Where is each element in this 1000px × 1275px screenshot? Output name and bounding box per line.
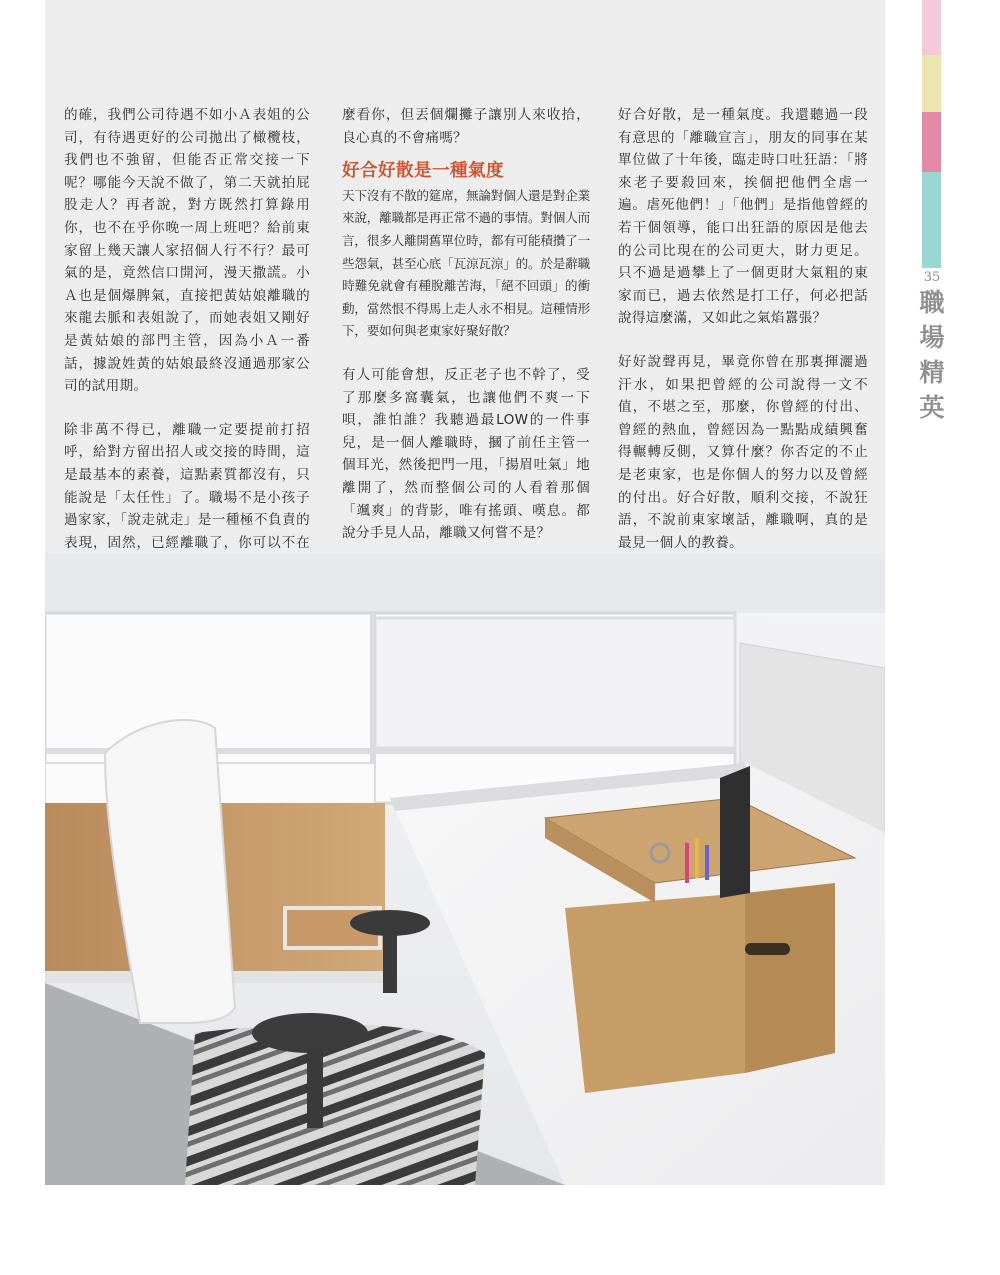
paragraph: 好好說聲再見，畢竟你曾在那裏揮灑過汗水，如果把曾經的公司說得一文不值，不堪之至，那麼，你曾經的付出、曾經的熱血，曾經因為一點點成績興奮得輾轉反側，又算什麼？你否定的不止是老東家，也是你個人的努力以及曾經的付出。好合好散，順利交接，不說狂語，不說前東家壞話，離職啊，真的是最見一個人的教養。 (618, 353, 868, 551)
tab-strip-yellow (922, 55, 941, 112)
page-number: 35 (923, 270, 941, 285)
paragraph: 天下沒有不散的筵席，無論對個人還是對企業來說，離職都是再正常不過的事情。對個人而言，很多人離開舊單位時，都有可能積攢了一些怨氣，甚至心底「瓦涼瓦涼」的。於是辭職時難免就會有種脫離苦海，「絕不回頭」的衝動，當然恨不得馬上走人永不相見。這種情形下，要如何與老東家好聚好散？ (342, 187, 590, 339)
article-column-2 (342, 104, 590, 566)
section-title-char: 場 (919, 323, 945, 352)
article-column-1 (64, 104, 310, 598)
section-heading: 好合好散是一種氣度 (342, 161, 504, 182)
office-photo (45, 553, 885, 1185)
section-title-char: 職 (919, 288, 945, 317)
section-title-char: 英 (919, 393, 945, 422)
paragraph: 麼看你，但丟個爛攤子讓別人來收拾，良心真的不會痛嗎？ (342, 107, 590, 146)
paragraph: 的確，我們公司待遇不如小Ａ表姐的公司，有待遇更好的公司拋出了橄欖枝，我們也不強留，但能否正常交接一下呢？哪能今天說不做了，第二天就拍屁股走人？再者說，對方既然打算錄用你，也不在乎你晚一周上班吧？給前東家留上幾天讓人家招個人行不行？最可氣的是，竟然信口開河，漫天撒謊。小Ａ也是個爆脾氣，直接把黃姑娘離職的來龍去脈和表姐說了，而她表姐又剛好是黃姑娘的部門主管，因為小Ａ一番話，據說姓黃的姑娘最終沒通過那家公司的試用期。 (64, 107, 310, 395)
tab-strip-rose (922, 112, 941, 172)
tab-strip-pink (922, 0, 941, 55)
article-column-3 (618, 104, 868, 575)
tab-strip-teal (922, 172, 941, 268)
paragraph: 好合好散，是一種氣度。我還聽過一段有意思的「離職宣言」，朋友的同事在某單位做了十年後，臨走時口吐狂語：「將來老子要殺回來，挨個把他們全虐一遍。虐死他們！」「他們」是指他曾經的若干個領導，能口出狂語的原因是他去的公司比現在的公司更大，財力更足。只不過是過攀上了一個更財大氣粗的東家而已，過去依然是打工仔，何必把話說得這麼滿，又如此之氣焰囂張？ (618, 107, 868, 327)
section-title (917, 285, 947, 425)
paragraph: 有人可能會想，反正老子也不幹了，受了那麼多窩囊氣，也讓他們不爽一下唄，誰怕誰？我聽過最LOW的一件事兒，是一個人離職時，摑了前任主管一個耳光，然後把門一甩，「揚眉吐氣」地離開了，然而整個公司的人看着那個「颯爽」的背影，唯有搖頭、嘆息。都說分手見人品，離職又何嘗不是？ (342, 366, 590, 542)
paragraph: 除非萬不得已，離職一定要提前打招呼，給對方留出招人或交接的時間，這是最基本的素養，這點素質都沒有，只能說是「太任性」了。職場不是小孩子過家家，「說走就走」是一種極不負責的表現，固然，已經離職了，你可以不在 (64, 421, 310, 551)
section-title-char: 精 (919, 358, 945, 387)
